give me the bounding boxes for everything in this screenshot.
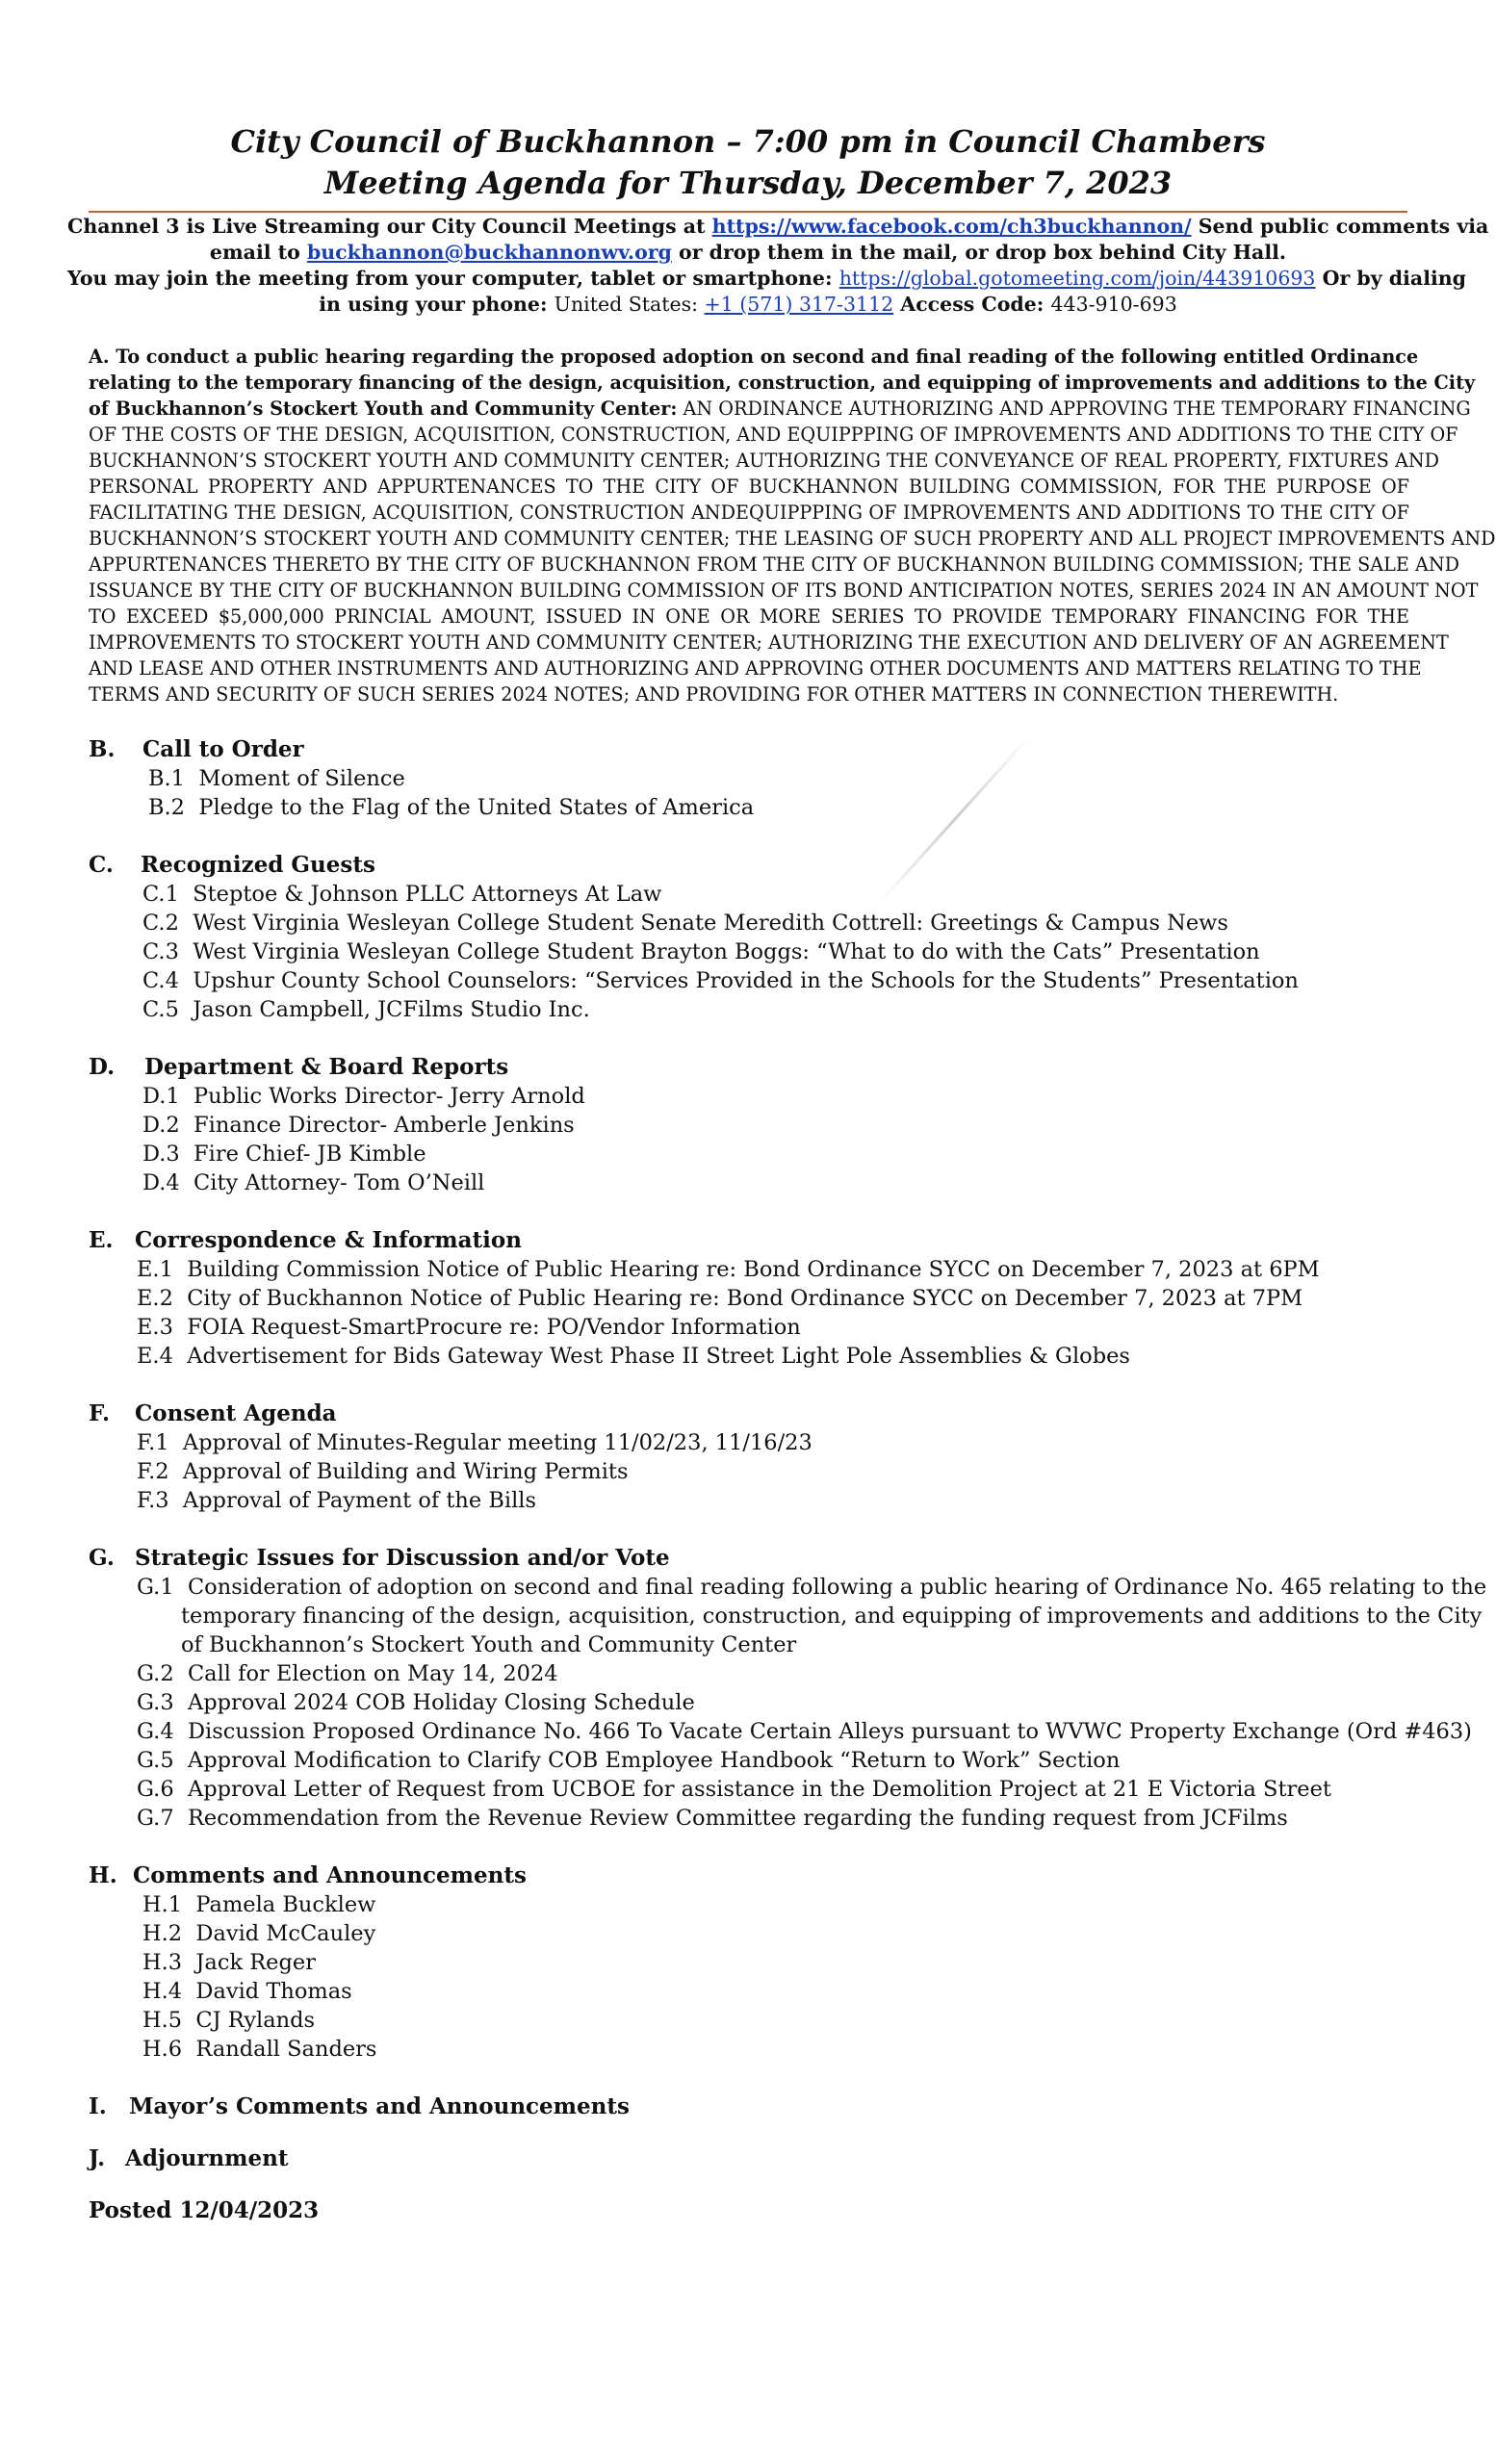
section-e-heading: E. Correspondence & Information	[89, 1227, 522, 1253]
para-line: IMPROVEMENTS TO STOCKERT YOUTH AND COMMUNITY CENTER; AUTHORIZING THE EXECUTION AND DELIVERY OF AN AGREEMENT	[89, 631, 1449, 654]
info-line-streaming: Channel 3 is Live Streaming our City Council Meetings at https://www.facebook.com/ch3buckhannon/ Send public comments via	[67, 215, 1489, 238]
section-j-heading: J. Adjournment	[89, 2145, 289, 2171]
para-line: FACILITATING THE DESIGN, ACQUISITION, CONSTRUCTION ANDEQUIPPPING OF IMPROVEMENTS AND ADDITIONS TO THE CITY OF	[89, 501, 1409, 524]
agenda-item: H.5 CJ Rylands	[142, 2008, 316, 2033]
agenda-item: G.6 Approval Letter of Request from UCBOE for assistance in the Demolition Project at 21 E Victoria Street	[137, 1777, 1331, 1802]
agenda-item: D.4 City Attorney- Tom O’Neill	[142, 1170, 485, 1195]
facebook-link[interactable]: https://www.facebook.com/ch3buckhannon/	[711, 215, 1192, 238]
agenda-item: G.5 Approval Modification to Clarify COB Employee Handbook “Return to Work” Section	[137, 1748, 1121, 1773]
para-line: OF THE COSTS OF THE DESIGN, ACQUISITION, CONSTRUCTION, AND EQUIPPPING OF IMPROVEMENTS AND ADDITIONS TO THE CITY OF	[89, 424, 1458, 446]
scan-mark	[880, 736, 1030, 903]
agenda-item: C.4 Upshur County School Counselors: “Services Provided in the Schools for the Students” Presentation	[142, 968, 1299, 993]
para-line: PERSONAL PROPERTY AND APPURTENANCES TO THE CITY OF BUCKHANNON BUILDING COMMISSION, FOR THE PURPOSE OF	[89, 475, 1409, 498]
agenda-item: H.4 David Thomas	[142, 1979, 352, 2004]
agenda-item: F.3 Approval of Payment of the Bills	[137, 1488, 537, 1513]
agenda-item: E.2 City of Buckhannon Notice of Public Hearing re: Bond Ordinance SYCC on December 7, 2023 at 7PM	[137, 1286, 1303, 1311]
agenda-item: D.2 Finance Director- Amberle Jenkins	[142, 1113, 575, 1138]
info-line-online-meeting: You may join the meeting from your computer, tablet or smartphone: https://global.gotomeeting.com/join/443910693 Or by dialing	[67, 267, 1467, 290]
agenda-item: G.2 Call for Election on May 14, 2024	[137, 1661, 558, 1686]
para-line: APPURTENANCES THERETO BY THE CITY OF BUCKHANNON FROM THE CITY OF BUCKHANNON BUILDING COMMISSION; THE SALE AND	[89, 553, 1460, 576]
para-line: BUCKHANNON’S STOCKERT YOUTH AND COMMUNITY CENTER; THE LEASING OF SUCH PROPERTY AND ALL PROJECT IMPROVEMENTS AND	[89, 527, 1496, 550]
access-code: 443-910-693	[1050, 293, 1177, 316]
agenda-item: C.1 Steptoe & Johnson PLLC Attorneys At Law	[142, 882, 662, 907]
para-line: AND LEASE AND OTHER INSTRUMENTS AND AUTHORIZING AND APPROVING OTHER DOCUMENTS AND MATTERS RELATING TO THE	[89, 657, 1422, 680]
gotomeeting-link[interactable]: https://global.gotomeeting.com/join/443910693	[838, 267, 1316, 290]
agenda-item: F.1 Approval of Minutes-Regular meeting 11/02/23, 11/16/23	[137, 1430, 812, 1455]
agenda-item: H.1 Pamela Bucklew	[142, 1892, 376, 1917]
agenda-item: B.1 Moment of Silence	[148, 766, 405, 791]
title-divider	[89, 211, 1407, 213]
agenda-item: G.1 Consideration of adoption on second and final reading following a public hearing of Ordinance No. 465 relating to the	[137, 1575, 1487, 1600]
section-h-heading: H. Comments and Announcements	[89, 1862, 527, 1888]
section-d-heading: D. Department & Board Reports	[89, 1054, 509, 1080]
info-line-email: email to buckhannon@buckhannonwv.org or drop them in the mail, or drop box behind City Hall.	[209, 241, 1287, 264]
posted-date: Posted 12/04/2023	[89, 2197, 320, 2223]
agenda-item: C.5 Jason Campbell, JCFilms Studio Inc.	[142, 997, 590, 1022]
agenda-item: E.1 Building Commission Notice of Public Hearing re: Bond Ordinance SYCC on December 7, 2023 at 6PM	[137, 1257, 1320, 1282]
para-line: ISSUANCE BY THE CITY OF BUCKHANNON BUILDING COMMISSION OF ITS BOND ANTICIPATION NOTES, SERIES 2024 IN AN AMOUNT NOT	[89, 579, 1479, 602]
section-c-heading: C. Recognized Guests	[89, 852, 375, 878]
agenda-item: D.3 Fire Chief- JB Kimble	[142, 1142, 426, 1167]
info-line-phone: in using your phone: United States: +1 (571) 317-3112 Access Code: 443-910-693	[319, 293, 1177, 316]
page-title: City Council of Buckhannon – 7:00 pm in Council Chambers	[230, 123, 1266, 160]
agenda-item: G.7 Recommendation from the Revenue Review Committee regarding the funding request from JCFilms	[137, 1806, 1288, 1831]
agenda-item-continuation: temporary financing of the design, acquisition, construction, and equipping of improvements and additions to the City	[181, 1604, 1483, 1629]
para-line: of Buckhannon’s Stockert Youth and Community Center: AN ORDINANCE AUTHORIZING AND APPROVING THE TEMPORARY FINANCING	[89, 398, 1471, 420]
section-a-paragraph	[89, 344, 1496, 707]
agenda-item-continuation: of Buckhannon’s Stockert Youth and Community Center	[181, 1632, 797, 1657]
page-subtitle: Meeting Agenda for Thursday, December 7, 2023	[323, 165, 1173, 201]
para-line: TERMS AND SECURITY OF SUCH SERIES 2024 NOTES; AND PROVIDING FOR OTHER MATTERS IN CONNECTION THEREWITH.	[89, 683, 1339, 706]
agenda-item: D.1 Public Works Director- Jerry Arnold	[142, 1084, 585, 1109]
agenda-item: E.3 FOIA Request-SmartProcure re: PO/Vendor Information	[137, 1315, 801, 1340]
para-line: TO EXCEED $5,000,000 PRINCIAL AMOUNT, ISSUED IN ONE OR MORE SERIES TO PROVIDE TEMPORARY FINANCING FOR THE	[89, 605, 1409, 628]
agenda-item: G.4 Discussion Proposed Ordinance No. 466 To Vacate Certain Alleys pursuant to WVWC Property Exchange (Ord #463)	[137, 1719, 1472, 1744]
section-g-heading: G. Strategic Issues for Discussion and/or Vote	[89, 1545, 670, 1571]
para-line: relating to the temporary financing of the design, acquisition, construction, and equipping of improvements and additions to the City	[89, 372, 1476, 394]
section-b-heading: B. Call to Order	[89, 736, 304, 762]
agenda-item: H.2 David McCauley	[142, 1921, 376, 1946]
agenda-item: C.2 West Virginia Wesleyan College Student Senate Meredith Cottrell: Greetings & Campus News	[142, 911, 1228, 936]
agenda-item: C.3 West Virginia Wesleyan College Student Brayton Boggs: “What to do with the Cats” Presentation	[142, 939, 1260, 964]
agenda-item: B.2 Pledge to the Flag of the United States of America	[148, 795, 755, 820]
phone-link[interactable]: +1 (571) 317-3112	[704, 293, 894, 316]
agenda-item: G.3 Approval 2024 COB Holiday Closing Schedule	[137, 1690, 695, 1715]
section-i-heading: I. Mayor’s Comments and Announcements	[89, 2093, 630, 2119]
agenda-item: F.2 Approval of Building and Wiring Permits	[137, 1459, 629, 1484]
agenda-item: H.3 Jack Reger	[142, 1950, 316, 1975]
para-line: BUCKHANNON’S STOCKERT YOUTH AND COMMUNITY CENTER; AUTHORIZING THE CONVEYANCE OF REAL PROPERTY, FIXTURES AND	[89, 449, 1440, 472]
agenda-item: E.4 Advertisement for Bids Gateway West Phase II Street Light Pole Assemblies & Globes	[137, 1344, 1130, 1369]
para-line: A. To conduct a public hearing regarding the proposed adoption on second and final reading of the following entitled Ordinance	[89, 346, 1419, 368]
email-link[interactable]: buckhannon@buckhannonwv.org	[306, 241, 672, 264]
agenda-item: H.6 Randall Sanders	[142, 2037, 377, 2062]
section-f-heading: F. Consent Agenda	[89, 1400, 337, 1426]
